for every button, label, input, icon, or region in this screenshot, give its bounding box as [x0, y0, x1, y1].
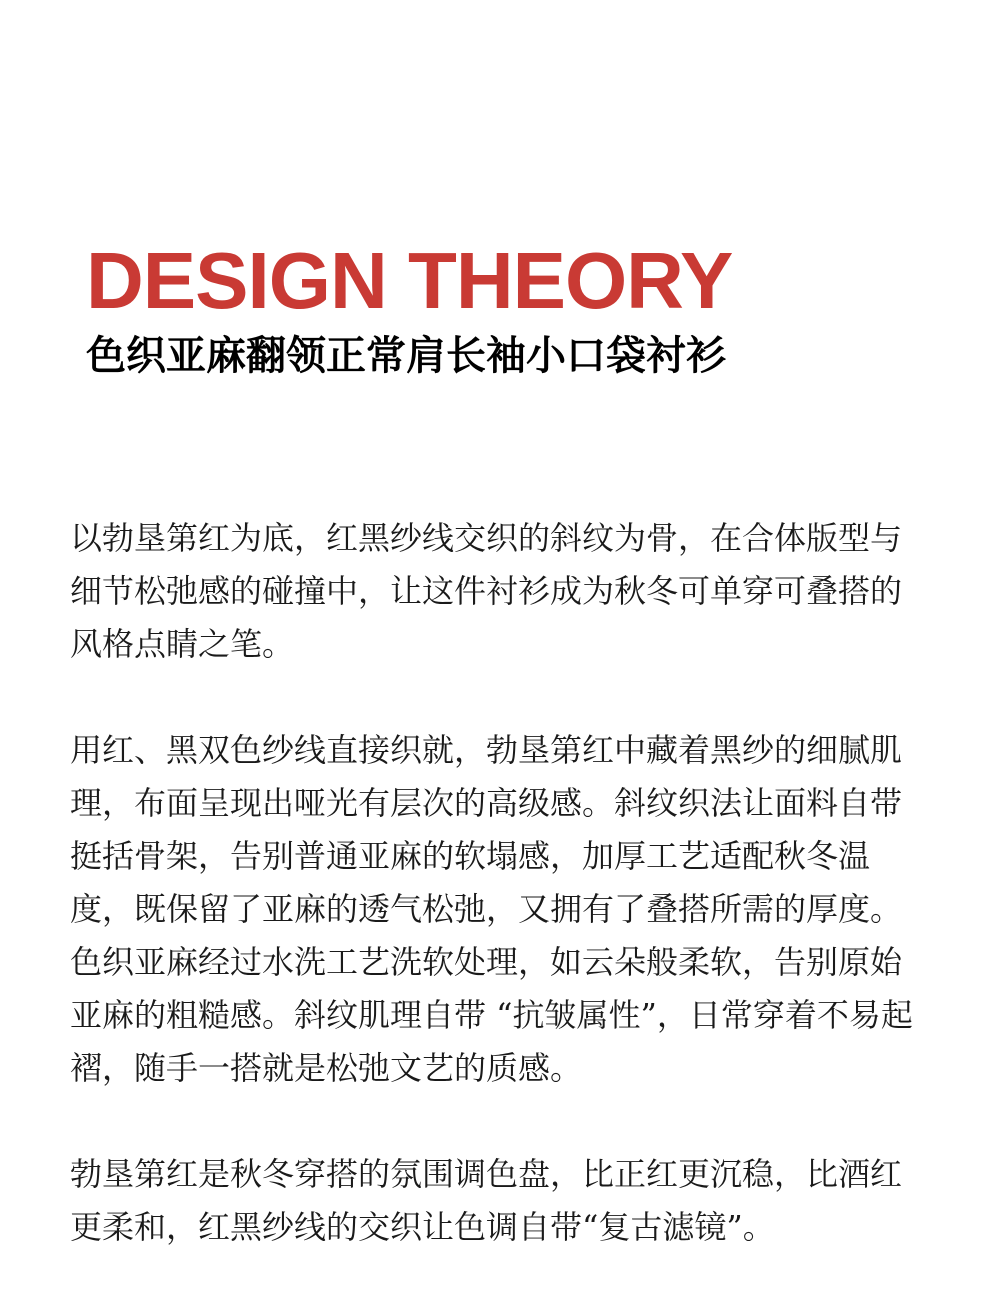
- paragraph-color: 勃垦第红是秋冬穿搭的氛围调色盘，比正红更沉稳，比酒红更柔和，红黑纱线的交织让色调自带“复古滤镜”。: [70, 1155, 903, 1246]
- body-text: [70, 512, 920, 1307]
- paragraph-intro: 以勃垦第红为底，红黑纱线交织的斜纹为骨，在合体版型与细节松弛感的碰撞中，让这件衬衫成为秋冬可单穿可叠搭的风格点睛之笔。: [70, 519, 903, 663]
- heading-chinese: 色织亚麻翻领正常肩长袖小口袋衬衫: [86, 333, 726, 379]
- paragraph-fabric: 用红、黑双色纱线直接织就，勃垦第红中藏着黑纱的细腻肌理，布面呈现出哑光有层次的高级感。斜纹织法让面料自带挺括骨架，告别普通亚麻的软塌感，加厚工艺适配秋冬温度，既保留了亚麻的透气松弛，又拥有了叠搭所需的厚度。色织亚麻经过水洗工艺洗软处理，如云朵般柔软，告别原始亚麻的粗糙感。斜纹肌理自带 “抗皱属性”，日常穿着不易起褶，随手一搭就是松弛文艺的质感。: [70, 731, 913, 1087]
- heading-english: DESIGN THEORY: [86, 236, 733, 325]
